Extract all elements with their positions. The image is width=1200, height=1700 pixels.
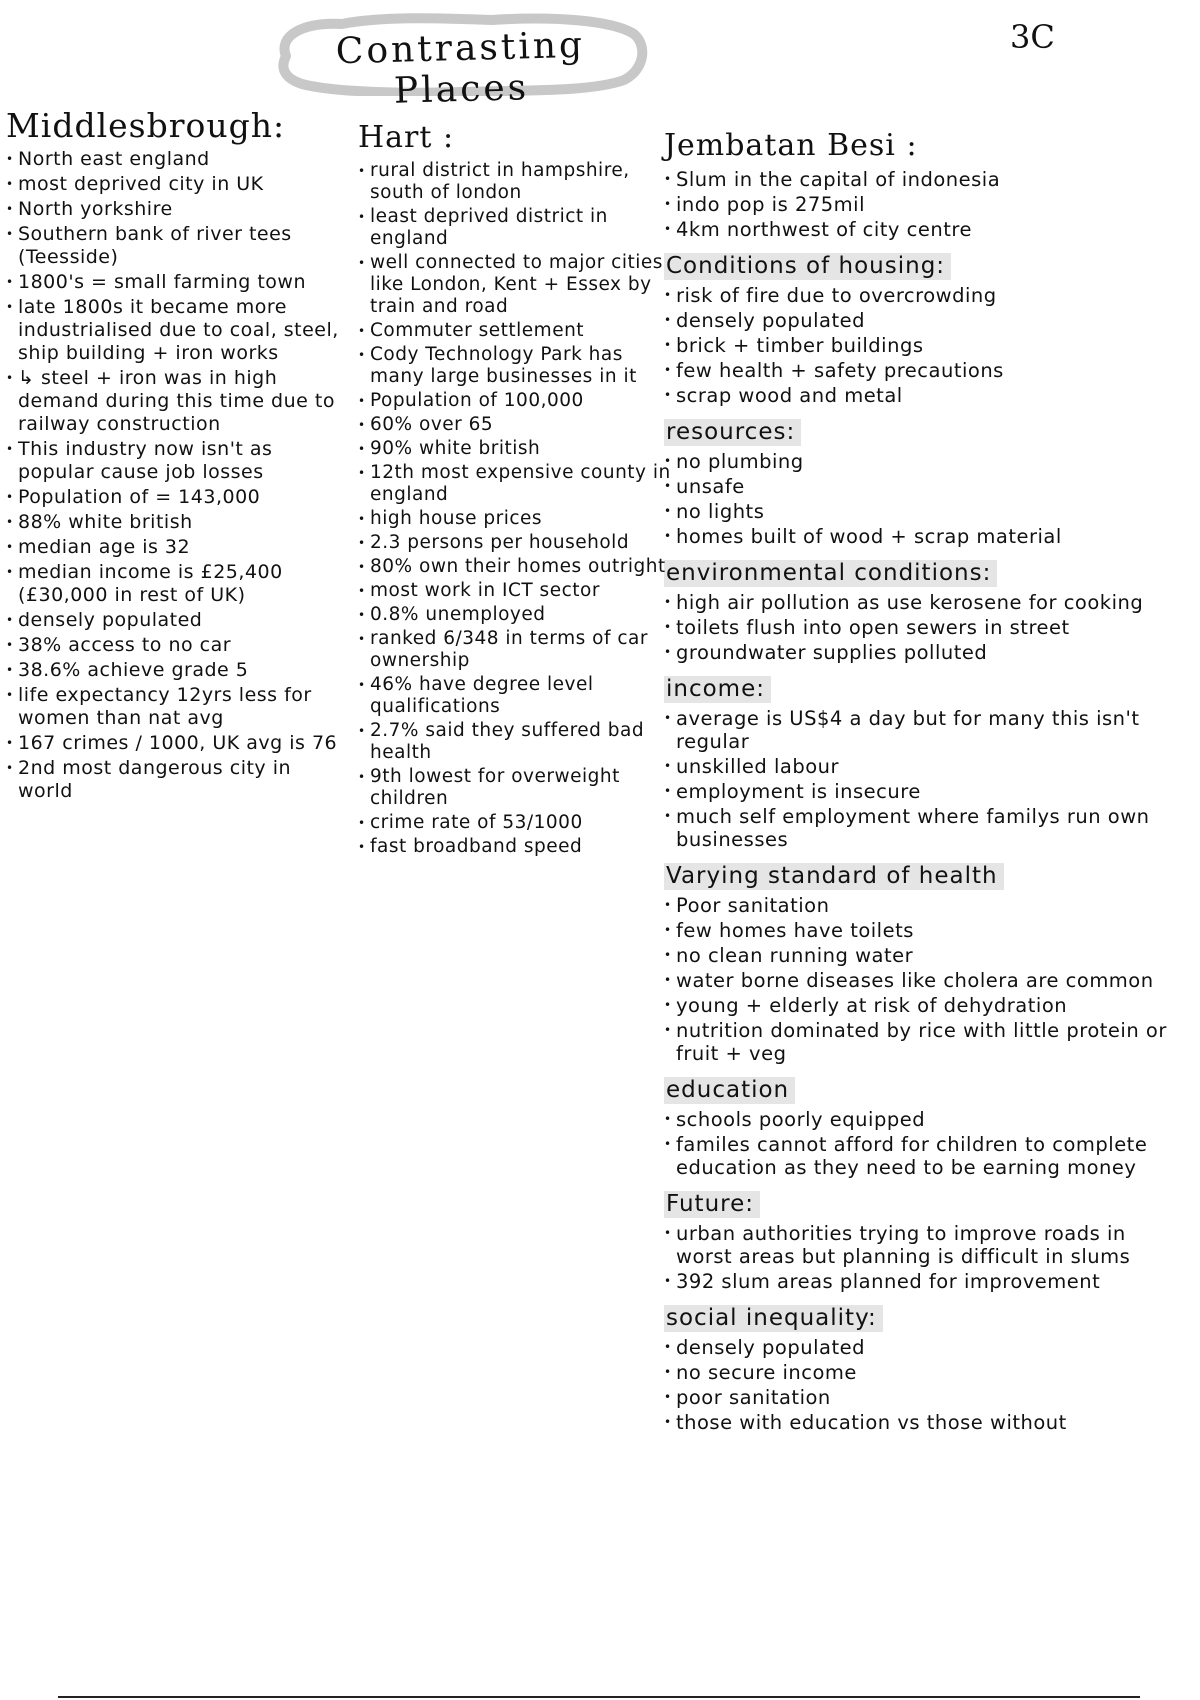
list-item: • 0.8% unemployed (358, 604, 676, 626)
section-heading-housing: Conditions of housing: (664, 253, 951, 280)
list-item: • most deprived city in UK (6, 173, 346, 196)
list-item: • 4km northwest of city centre (664, 218, 1184, 241)
list-item: • indo pop is 275mil (664, 193, 1184, 216)
list-item: • 90% white british (358, 438, 676, 460)
title-bubble (272, 12, 650, 112)
middlesbrough-heading: Middlesbrough: (6, 106, 286, 145)
section-heading-income: income: (664, 676, 771, 703)
list-item: • North east england (6, 148, 346, 171)
middlesbrough-notes (6, 148, 346, 803)
section-heading-education: education (664, 1077, 795, 1104)
list-item: • no plumbing (664, 450, 1184, 473)
list-item: • 1800's = small farming town (6, 271, 346, 294)
list-item: • 60% over 65 (358, 414, 676, 436)
list-item: • Cody Technology Park has many large businesses in it (358, 344, 676, 388)
list-item: • toilets flush into open sewers in street (664, 616, 1184, 639)
list-item: • Southern bank of river tees (Teesside) (6, 223, 346, 269)
list-item: • Population of 100,000 (358, 390, 676, 412)
list-item: • 2.7% said they suffered bad health (358, 720, 676, 764)
list-item: • Population of = 143,000 (6, 486, 346, 509)
list-item: • least deprived district in england (358, 206, 676, 250)
list-item: • Commuter settlement (358, 320, 676, 342)
list-item: • 12th most expensive county in england (358, 462, 676, 506)
list-item: • median age is 32 (6, 536, 346, 559)
list-item: • Slum in the capital of indonesia (664, 168, 1184, 191)
list-item: • no clean running water (664, 944, 1184, 967)
future-notes (664, 1222, 1184, 1293)
list-item: • life expectancy 12yrs less for women than nat avg (6, 684, 346, 730)
list-item: • average is US$4 a day but for many this isn't regular (664, 707, 1184, 753)
list-item: • unskilled labour (664, 755, 1184, 778)
list-item: • most work in ICT sector (358, 580, 676, 602)
list-item: • few health + safety precautions (664, 359, 1184, 382)
list-item: • scrap wood and metal (664, 384, 1184, 407)
list-item: • ↳ steel + iron was in high demand during this time due to railway construction (6, 367, 346, 436)
list-item: • employment is insecure (664, 780, 1184, 803)
income-notes (664, 707, 1184, 851)
list-item: • 38.6% achieve grade 5 (6, 659, 346, 682)
list-item: • 2.3 persons per household (358, 532, 676, 554)
jembatan-besi-column (664, 128, 1184, 1436)
list-item: • high air pollution as use kerosene for cooking (664, 591, 1184, 614)
list-item: • much self employment where familys run own businesses (664, 805, 1184, 851)
jembatan-intro-notes (664, 168, 1184, 241)
page-title: Contrasting Places (335, 24, 586, 112)
list-item: • rural district in hampshire, south of london (358, 160, 676, 204)
list-item: • 88% white british (6, 511, 346, 534)
list-item: • no lights (664, 500, 1184, 523)
section-heading-future: Future: (664, 1191, 760, 1218)
list-item: • urban authorities trying to improve roads in worst areas but planning is difficult in slums (664, 1222, 1184, 1268)
list-item: • ranked 6/348 in terms of car ownership (358, 628, 676, 672)
section-heading-health: Varying standard of health (664, 863, 1004, 890)
list-item: • young + elderly at risk of dehydration (664, 994, 1184, 1017)
list-item: • 2nd most dangerous city in world (6, 757, 346, 803)
hart-notes (358, 160, 676, 858)
list-item: • densely populated (664, 1336, 1184, 1359)
education-notes (664, 1108, 1184, 1179)
list-item: • 46% have degree level qualifications (358, 674, 676, 718)
list-item: • densely populated (6, 609, 346, 632)
list-item: • densely populated (664, 309, 1184, 332)
list-item: • 9th lowest for overweight children (358, 766, 676, 810)
hart-heading: Hart : (358, 120, 455, 155)
list-item: • fast broadband speed (358, 836, 676, 858)
list-item: • Poor sanitation (664, 894, 1184, 917)
health-notes (664, 894, 1184, 1065)
housing-notes (664, 284, 1184, 407)
resources-notes (664, 450, 1184, 548)
bottom-rule (58, 1696, 1140, 1698)
list-item: • groundwater supplies polluted (664, 641, 1184, 664)
section-heading-social-inequality: social inequality: (664, 1305, 883, 1332)
list-item: • high house prices (358, 508, 676, 530)
list-item: • unsafe (664, 475, 1184, 498)
middlesbrough-column (6, 108, 346, 805)
social-inequality-notes (664, 1336, 1184, 1434)
list-item: • familes cannot afford for children to complete education as they need to be earning money (664, 1133, 1184, 1179)
list-item: • brick + timber buildings (664, 334, 1184, 357)
page-number: 3C (1010, 18, 1055, 56)
list-item: • homes built of wood + scrap material (664, 525, 1184, 548)
list-item: • 392 slum areas planned for improvement (664, 1270, 1184, 1293)
list-item: • late 1800s it became more industrialised due to coal, steel, ship building + iron works (6, 296, 346, 365)
list-item: • crime rate of 53/1000 (358, 812, 676, 834)
section-heading-resources: resources: (664, 419, 801, 446)
list-item: • nutrition dominated by rice with little protein or fruit + veg (664, 1019, 1184, 1065)
list-item: • 38% access to no car (6, 634, 346, 657)
list-item: • 167 crimes / 1000, UK avg is 76 (6, 732, 346, 755)
list-item: • risk of fire due to overcrowding (664, 284, 1184, 307)
jembatan-besi-heading: Jembatan Besi : (664, 128, 918, 163)
list-item: • North yorkshire (6, 198, 346, 221)
hart-column (358, 120, 676, 860)
list-item: • few homes have toilets (664, 919, 1184, 942)
environment-notes (664, 591, 1184, 664)
list-item: • well connected to major cities like London, Kent + Essex by train and road (358, 252, 676, 318)
list-item: • 80% own their homes outright (358, 556, 676, 578)
section-heading-environment: environmental conditions: (664, 560, 997, 587)
list-item: • those with education vs those without (664, 1411, 1184, 1434)
list-item: • This industry now isn't as popular cause job losses (6, 438, 346, 484)
list-item: • water borne diseases like cholera are common (664, 969, 1184, 992)
list-item: • schools poorly equipped (664, 1108, 1184, 1131)
list-item: • poor sanitation (664, 1386, 1184, 1409)
list-item: • no secure income (664, 1361, 1184, 1384)
list-item: • median income is £25,400 (£30,000 in rest of UK) (6, 561, 346, 607)
